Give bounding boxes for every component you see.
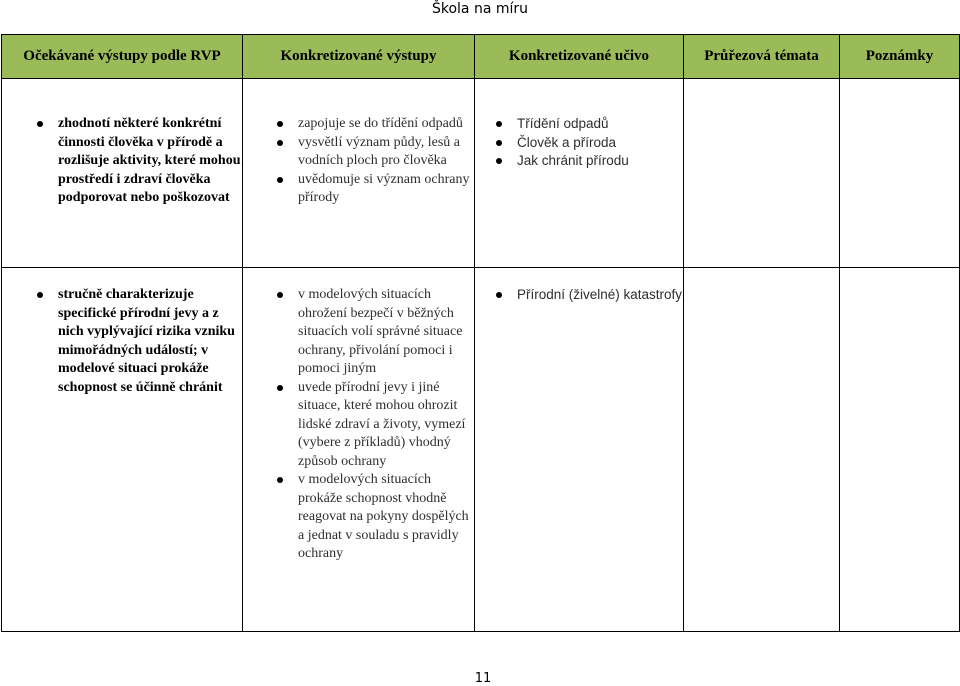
list-item: Třídění odpadů — [517, 115, 683, 134]
rvp-cell — [2, 79, 243, 268]
outputs-cell — [243, 79, 475, 268]
column-header-topics: Průřezová témata — [684, 35, 840, 79]
list-item: uvědomuje si význam ochrany přírody — [298, 171, 474, 208]
curriculum-cell — [475, 268, 684, 632]
table-row — [2, 79, 960, 268]
column-header-notes: Poznámky — [840, 35, 960, 79]
notes-cell — [840, 79, 960, 268]
outputs-list — [243, 79, 474, 208]
list-item: Člověk a příroda — [517, 134, 683, 153]
column-header-curriculum: Konkretizované učivo — [475, 35, 684, 79]
list-item: vysvětlí význam půdy, lesů a vodních ploch pro člověka — [298, 134, 474, 171]
column-header-outputs: Konkretizované výstupy — [243, 35, 475, 79]
list-item: Přírodní (živelné) katastrofy — [517, 286, 683, 305]
rvp-cell — [2, 268, 243, 632]
table-row — [2, 268, 960, 632]
page-header: Škola na míru — [431, 1, 529, 17]
table-header-row — [2, 35, 960, 79]
column-header-rvp: Očekávané výstupy podle RVP — [2, 35, 243, 79]
page-number: 11 — [474, 671, 492, 686]
curriculum-list — [475, 79, 683, 171]
notes-cell — [840, 268, 960, 632]
topics-cell — [684, 79, 840, 268]
outputs-list — [243, 268, 474, 564]
rvp-list — [2, 268, 242, 397]
curriculum-table — [1, 34, 960, 632]
list-item: Jak chránit přírodu — [517, 152, 683, 171]
list-item: stručně charakterizuje specifické přírodní jevy a z nich vyplývající rizika vzniku mimořádných událostí; v modelové situaci prokáže schopnost se účinně chránit — [58, 286, 242, 397]
curriculum-list — [475, 268, 683, 305]
list-item: v modelových situacích ohrožení bezpečí v běžných situacích volí správné situace ochrany, přivolání pomoci i pomoci jiným — [298, 286, 474, 379]
topics-cell — [684, 268, 840, 632]
rvp-list — [2, 79, 242, 208]
curriculum-cell — [475, 79, 684, 268]
list-item: zapojuje se do třídění odpadů — [298, 115, 474, 134]
list-item: uvede přírodní jevy i jiné situace, které mohou ohrozit lidské zdraví a životy, vymezí (vybere z příkladů) vhodný způsob ochrany — [298, 379, 474, 472]
outputs-cell — [243, 268, 475, 632]
list-item: zhodnotí některé konkrétní činnosti člověka v přírodě a rozlišuje aktivity, které mohou prostředí i zdraví člověka podporovat nebo poškozovat — [58, 115, 242, 208]
list-item: v modelových situacích prokáže schopnost vhodně reagovat na pokyny dospělých a jednat v souladu s pravidly ochrany — [298, 471, 474, 564]
